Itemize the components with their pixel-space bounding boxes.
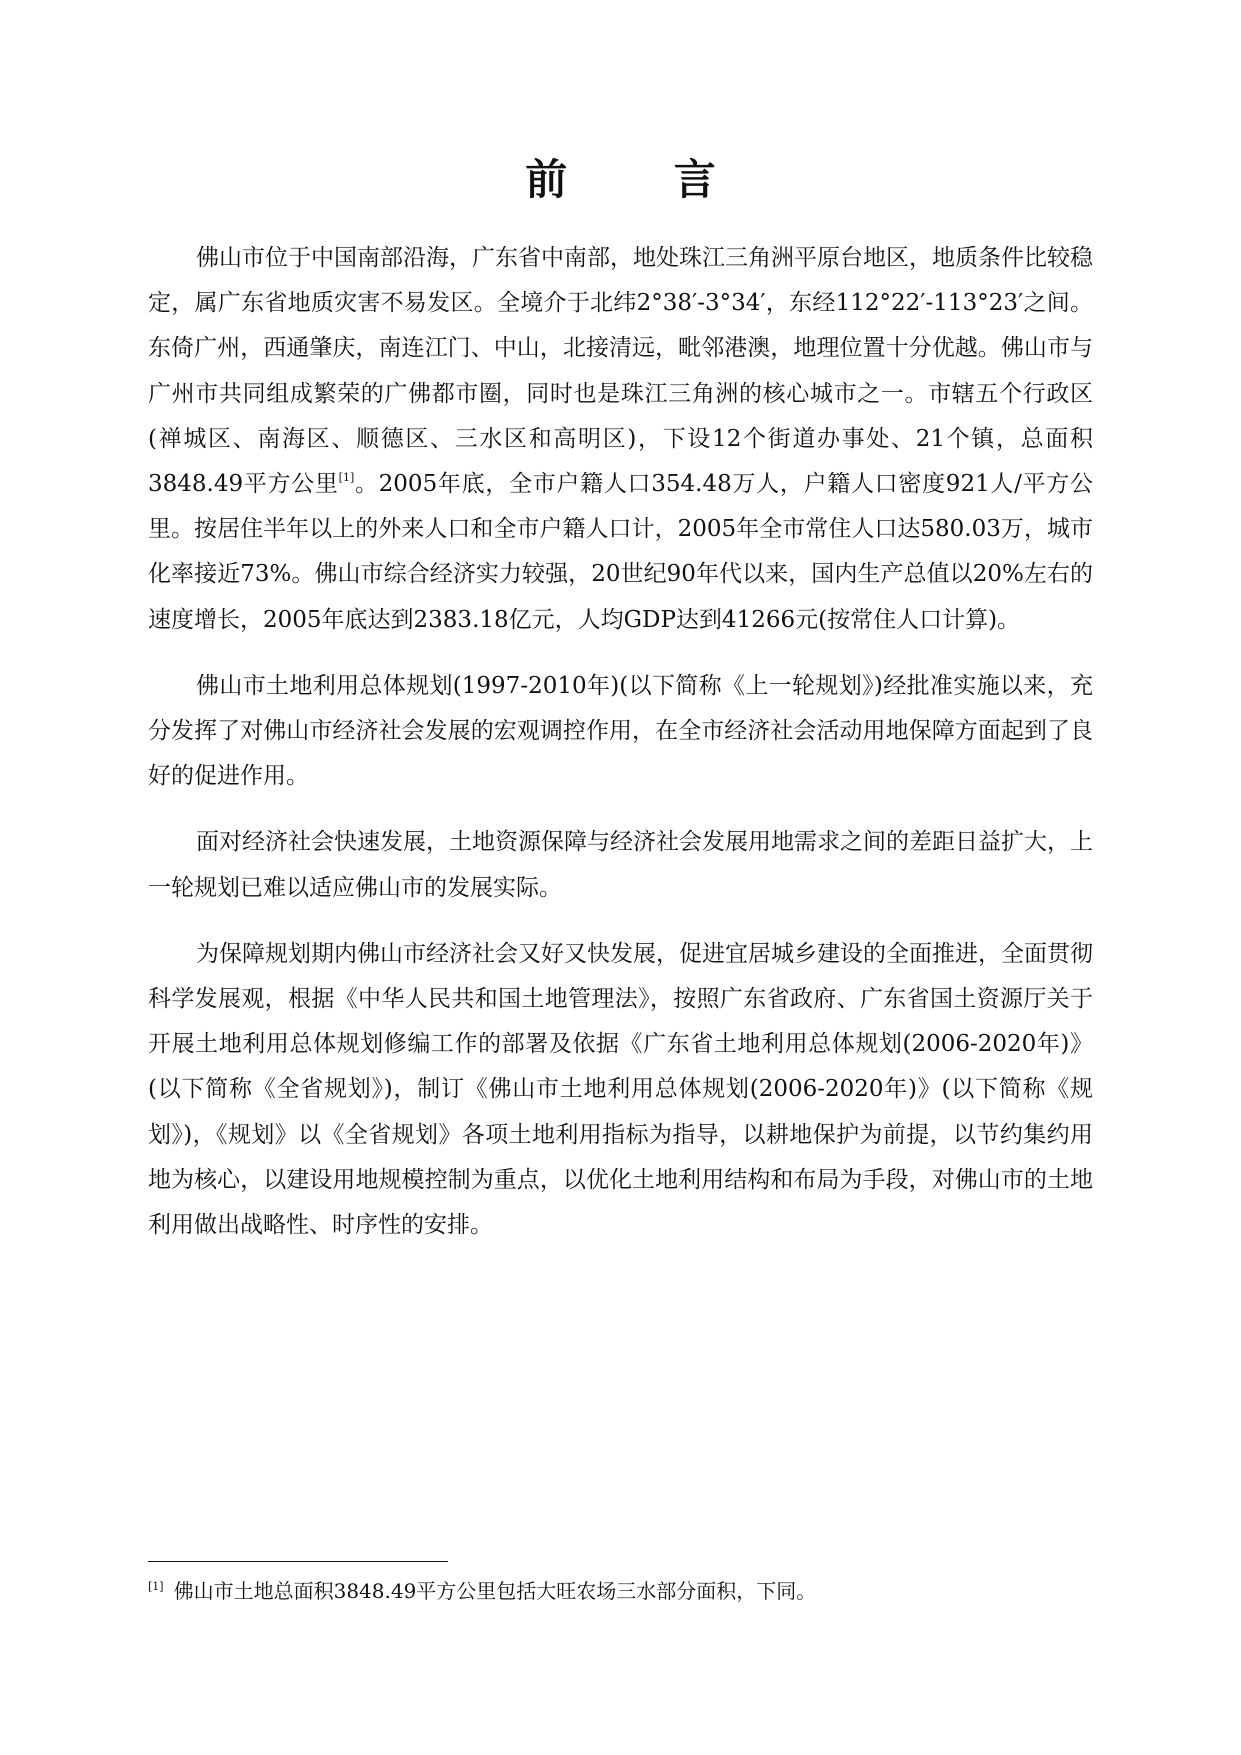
body-text (148, 236, 1093, 1269)
paragraph-purpose: 为保障规划期内佛山市经济社会又好又快发展，促进宜居城乡建设的全面推进，全面贯彻科学发展观，根据《中华人民共和国土地管理法》，按照广东省政府、广东省国土资源厅关于开展土地利用总体规划修编工作的部署及依据《广东省土地利用总体规划(2006-2020年)》(以下简称《全省规划》)，制订《佛山市土地利用总体规划(2006-2020年)》(以下简称《规划》)，《规划》以《全省规划》各项土地利用指标为指导，以耕地保护为前提，以节约集约用地为核心，以建设用地规模控制为重点，以优化土地利用结构和布局为手段，对佛山市的土地利用做出战略性、时序性的安排。 (148, 940, 1093, 1239)
paragraph-challenge: 面对经济社会快速发展，土地资源保障与经济社会发展用地需求之间的差距日益扩大，上一轮规划已难以适应佛山市的发展实际。 (148, 829, 1093, 901)
footnote-reference[interactable]: [1] (338, 471, 355, 485)
paragraph-overview-part1: 佛山市位于中国南部沿海，广东省中南部，地处珠江三角洲平原台地区，地质条件比较稳定，属广东省地质灾害不易发区。全境介于北纬2°38′-3°34′，东经112°22′-113°23′之间。东倚广州，西通肇庆，南连江门、中山，北接清远，毗邻港澳，地理位置十分优越。佛山市与广州市共同组成繁荣的广佛都市圈，同时也是珠江三角洲的核心城市之一。市辖五个行政区(禅城区、南海区、顺德区、三水区和高明区)，下设12个街道办事处、21个镇，总面积3848.49平方公里 (148, 245, 1093, 498)
footnote-marker: [1] (148, 1580, 164, 1593)
paragraph-previous-plan: 佛山市土地利用总体规划(1997-2010年)(以下简称《上一轮规划》)经批准实施以来，充分发挥了对佛山市经济社会发展的宏观调控作用，在全市经济社会活动用地保障方面起到了良好的促进作用。 (148, 672, 1093, 790)
page-title: 前 言 (525, 155, 762, 204)
footnote (148, 1577, 1093, 1605)
paragraph-overview (148, 236, 1093, 643)
paragraph-overview-part2: 。2005年底，全市户籍人口354.48万人，户籍人口密度921人/平方公里。按居住半年以上的外来人口和全市户籍人口计，2005年全市常住人口达580.03万，城市化率接近73%。佛山市综合经济实力较强，20世纪90年代以来，国内生产总值以20%左右的速度增长，2005年底达到2383.18亿元，人均GDP达到41266元(按常住人口计算)。 (148, 471, 1093, 633)
footnote-divider (148, 1561, 448, 1562)
footnote-text: 佛山市土地总面积3848.49平方公里包括大旺农场三水部分面积，下同。 (173, 1579, 817, 1603)
